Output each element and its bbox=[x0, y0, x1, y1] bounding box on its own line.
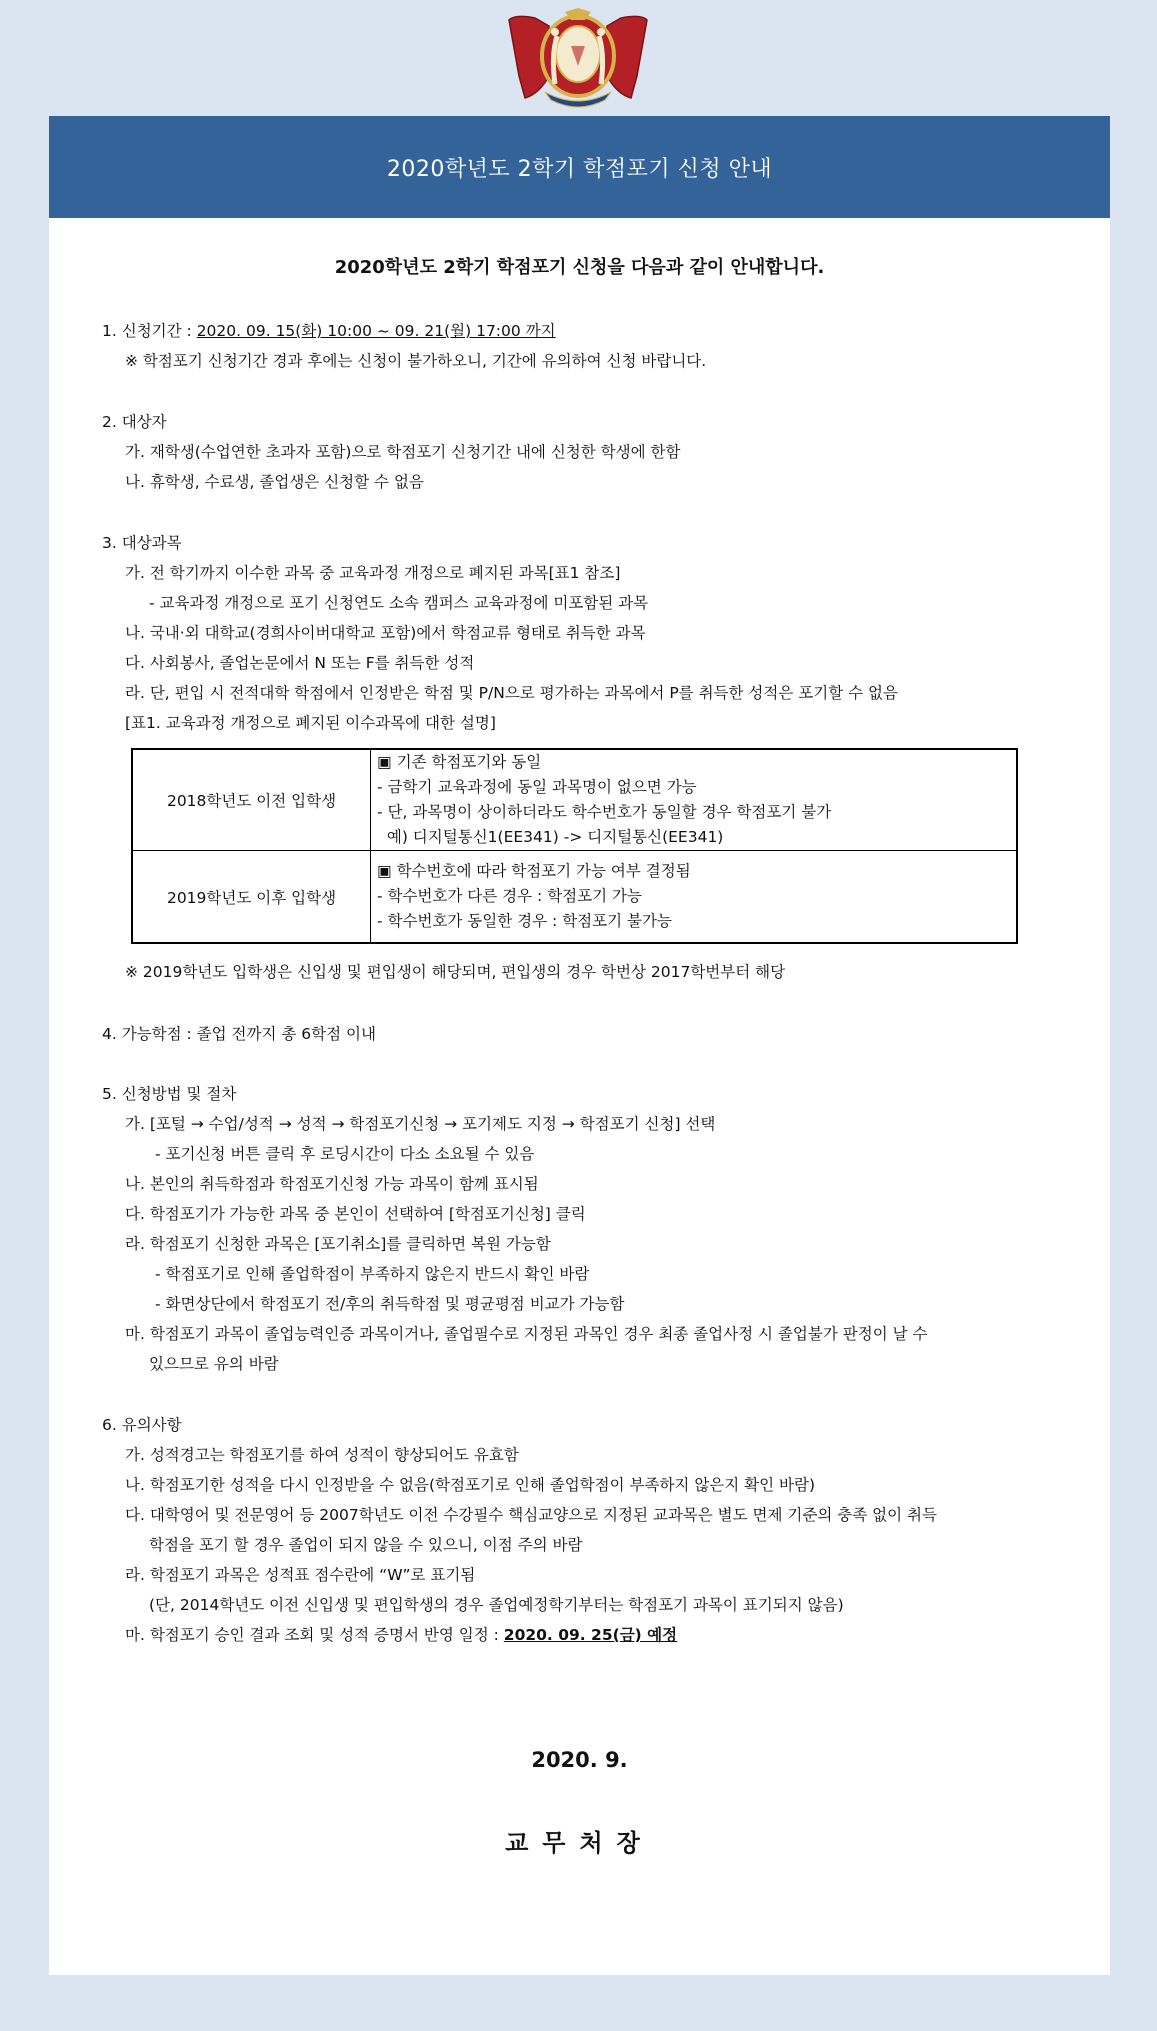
section-6-item-a: 가. 성적경고는 학점포기를 하여 성적이 향상되어도 유효함 bbox=[125, 1446, 519, 1464]
table-line: ▣ 학수번호에 따라 학점포기 가능 여부 결정됨 bbox=[377, 862, 691, 881]
page-title: 2020학년도 2학기 학점포기 신청 안내 bbox=[386, 156, 773, 182]
section-3-item-a: 가. 전 학기까지 이수한 과목 중 교육과정 개정으로 폐지된 과목[표1 참조] bbox=[125, 564, 621, 582]
section-3-item-a-sub: - 교육과정 개정으로 포기 신청연도 소속 캠퍼스 교육과정에 미포함된 과목 bbox=[149, 594, 649, 612]
section-3-item-d: 라. 단, 편입 시 전적대학 학점에서 인정받은 학점 및 P/N으로 평가하는 과목에서 P를 취득한 성적은 포기할 수 없음 bbox=[125, 684, 898, 702]
section-5-item-e: 마. 학점포기 과목이 졸업능력인증 과목이거나, 졸업필수로 지정된 과목인 경우 최종 졸업사정 시 졸업불가 판정이 날 수 bbox=[125, 1325, 928, 1343]
section-4-title: 4. 가능학점 : 졸업 전까지 총 6학점 이내 bbox=[102, 1025, 376, 1043]
section-2-title: 2. 대상자 bbox=[102, 413, 167, 431]
notice-title-banner bbox=[49, 116, 1110, 218]
section-5-item-e-cont: 있으므로 유의 바람 bbox=[149, 1355, 279, 1373]
table-row-content bbox=[371, 749, 1018, 851]
section-5-item-a: 가. [포털 → 수업/성적 → 성적 → 학점포기신청 → 포기제도 지정 → 학점포기 신청] 선택 bbox=[125, 1115, 716, 1133]
issuing-office: 교무처장 bbox=[505, 1829, 654, 1857]
section-5-item-d-sub2: - 화면상단에서 학점포기 전/후의 취득학점 및 평균평점 비교가 가능함 bbox=[155, 1295, 625, 1313]
section-5-item-d: 라. 학점포기 신청한 과목은 [포기취소]를 클릭하면 복원 가능함 bbox=[125, 1235, 551, 1253]
section-2-item-b: 나. 휴학생, 수료생, 졸업생은 신청할 수 없음 bbox=[125, 473, 424, 491]
table-line: - 학수번호가 다른 경우 : 학점포기 가능 bbox=[377, 887, 642, 906]
table-row bbox=[132, 851, 1017, 943]
section-6-item-d: 라. 학점포기 과목은 성적표 점수란에 “W”로 표기됨 bbox=[125, 1566, 476, 1584]
table-caption: [표1. 교육과정 개정으로 폐지된 이수과목에 대한 설명] bbox=[125, 714, 496, 732]
section-3-item-c: 다. 사회봉사, 졸업논문에서 N 또는 F를 취득한 성적 bbox=[125, 654, 475, 672]
section-5-item-a-sub: - 포기신청 버튼 클릭 후 로딩시간이 다소 소요될 수 있음 bbox=[155, 1145, 535, 1163]
section-3-note: ※ 2019학년도 입학생은 신입생 및 편입생이 해당되며, 편입생의 경우 학번상 2017학번부터 해당 bbox=[125, 963, 786, 981]
section-6-item-d-cont: (단, 2014학년도 이전 신입생 및 편입학생의 경우 졸업예정학기부터는 학점포기 과목이 표기되지 않음) bbox=[149, 1596, 844, 1614]
university-emblem-icon bbox=[505, 6, 651, 110]
section-1-note: ※ 학점포기 신청기간 경과 후에는 신청이 불가하오니, 기간에 유의하여 신청 바랍니다. bbox=[125, 352, 707, 370]
notice-card bbox=[49, 116, 1110, 1975]
table-line: 예) 디지털통신1(EE341) -> 디지털통신(EE341) bbox=[377, 828, 724, 847]
section-6-item-e-label: 마. 학점포기 승인 결과 조회 및 성적 증명서 반영 일정 : bbox=[125, 1626, 504, 1644]
application-period: 2020. 09. 15(화) 10:00 ~ 09. 21(월) 17:00 까지 bbox=[196, 322, 556, 340]
section-1-period bbox=[102, 321, 556, 341]
result-date: 2020. 09. 25(금) 예정 bbox=[503, 1626, 678, 1644]
section-5-item-b: 나. 본인의 취득학점과 학점포기신청 가능 과목이 함께 표시됨 bbox=[125, 1175, 539, 1193]
table-line: - 단, 과목명이 상이하더라도 학수번호가 동일할 경우 학점포기 불가 bbox=[377, 803, 832, 822]
table-line: - 금학기 교육과정에 동일 과목명이 없으면 가능 bbox=[377, 778, 697, 797]
table-line: - 학수번호가 동일한 경우 : 학점포기 불가능 bbox=[377, 912, 672, 931]
table-line: ▣ 기존 학점포기와 동일 bbox=[377, 753, 542, 772]
section-6-title: 6. 유의사항 bbox=[102, 1416, 182, 1434]
section-6-item-e bbox=[125, 1625, 677, 1645]
section-6-item-c-cont: 학점을 포기 할 경우 졸업이 되지 않을 수 있으니, 이점 주의 바람 bbox=[149, 1536, 583, 1554]
section-2-item-a: 가. 재학생(수업연한 초과자 포함)으로 학점포기 신청기간 내에 신청한 학생에 한함 bbox=[125, 443, 681, 461]
table-row bbox=[132, 749, 1017, 851]
section-6-item-c: 다. 대학영어 및 전문영어 등 2007학년도 이전 수강필수 핵심교양으로 지정된 교과목은 별도 면제 기준의 충족 없이 취득 bbox=[125, 1506, 937, 1524]
section-3-item-b: 나. 국내·외 대학교(경희사이버대학교 포함)에서 학점교류 형태로 취득한 과목 bbox=[125, 624, 646, 642]
section-5-title: 5. 신청방법 및 절차 bbox=[102, 1085, 237, 1103]
table-row-header: 2019학년도 이후 입학생 bbox=[132, 851, 371, 943]
abolished-courses-table bbox=[131, 748, 1018, 944]
section-3-title: 3. 대상과목 bbox=[102, 534, 182, 552]
notice-date: 2020. 9. bbox=[531, 1748, 628, 1772]
section-6-item-b: 나. 학점포기한 성적을 다시 인정받을 수 없음(학점포기로 인해 졸업학점이 부족하지 않은지 확인 바람) bbox=[125, 1476, 816, 1494]
intro-heading: 2020학년도 2학기 학점포기 신청을 다음과 같이 안내합니다. bbox=[334, 257, 825, 278]
section-5-item-c: 다. 학점포기가 가능한 과목 중 본인이 선택하여 [학점포기신청] 클릭 bbox=[125, 1205, 586, 1223]
table-row-header: 2018학년도 이전 입학생 bbox=[132, 749, 371, 851]
section-5-item-d-sub1: - 학점포기로 인해 졸업학점이 부족하지 않은지 반드시 확인 바람 bbox=[155, 1265, 590, 1283]
table-row-content bbox=[371, 851, 1018, 943]
section-1-label: 1. 신청기간 : bbox=[102, 322, 197, 340]
